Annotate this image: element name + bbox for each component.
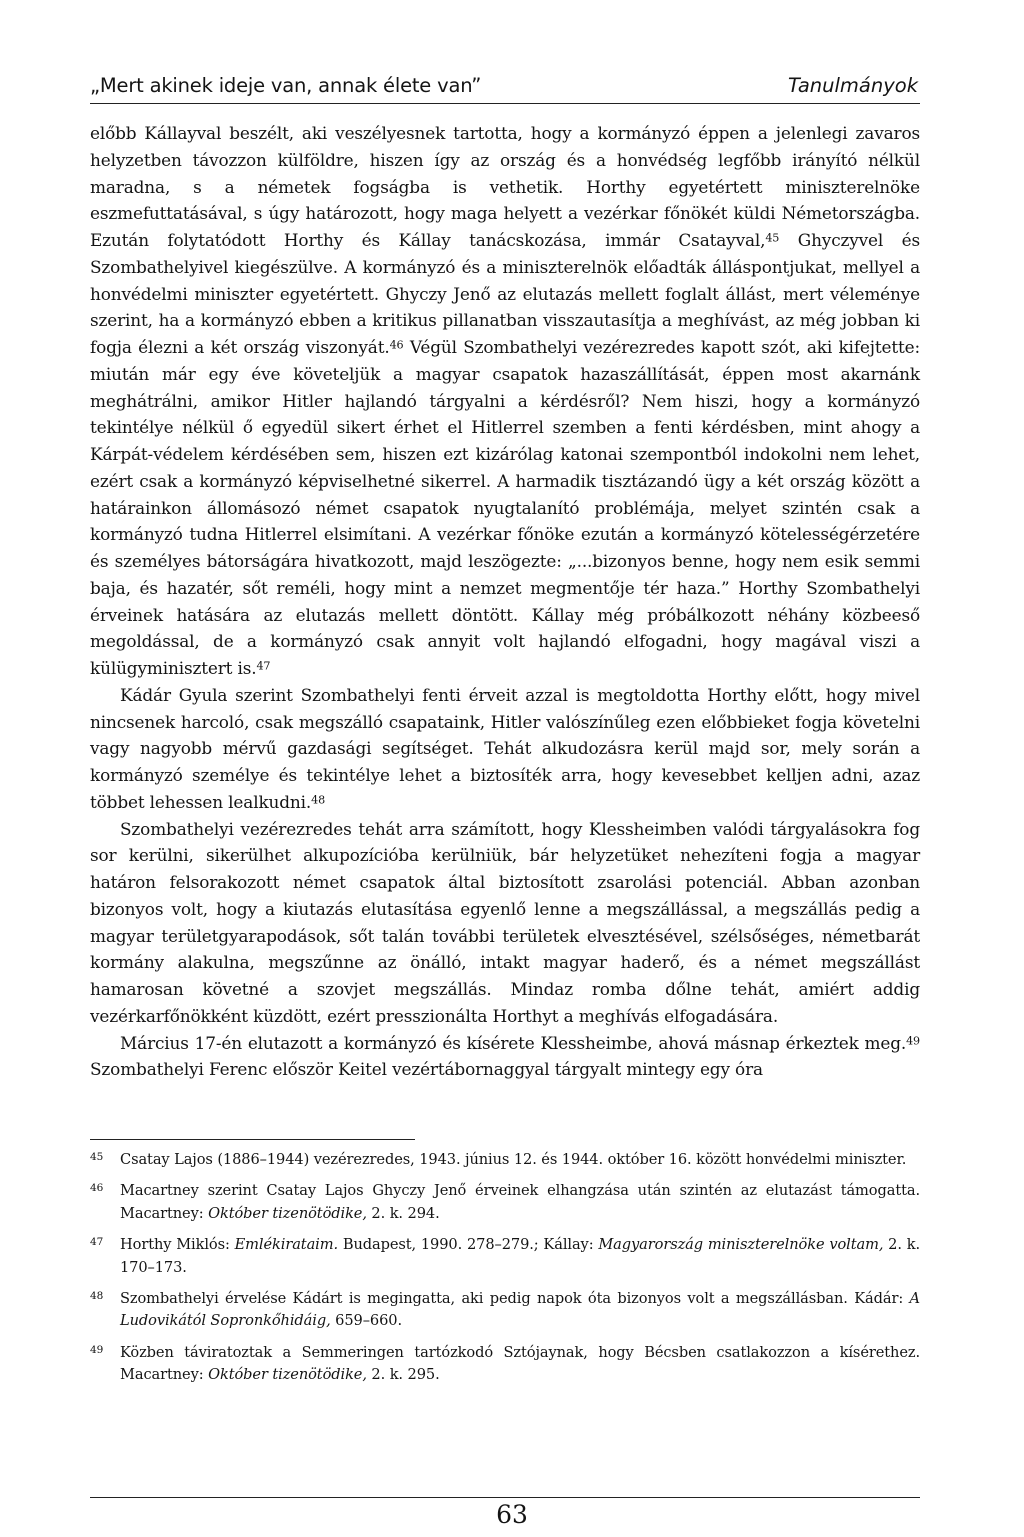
footnote-49: 49 Közben táviratoztak a Semmeringen tartózkodó Sztójaynak, hogy Bécsben csatlakozzon a kísérethez. Macartney: Október tizenötödike, 2. k. 295.: [90, 1343, 920, 1384]
paragraph-1: előbb Kállayval beszélt, aki veszélyesnek tartotta, hogy a kormányzó éppen a jelenlegi zavaros helyzetben távozzon külföldre, hiszen így az ország és a honvédség legfőbb irányító nélkül maradna, s a németek fogságba is vethetik. Horthy egyetértett miniszterelnöke eszmefuttatásával, s úgy határozott, hogy maga helyett a vezérkar főnökét küldi Németországba. Ezután folytatódott Horthy és Kállay tanácskozása, immár Csatayval,$^{45}$ Ghyczyvel és Szombathelyivel kiegészülve. A kormányzó és a miniszterelnök előadták álláspontjukat, mellyel a honvédelmi miniszter egyetértett. Ghyczy Jenő az elutazás mellett foglalt állást, mert véleménye szerint, ha a kormányzó ebben a kritikus pillanatban visszautasítja a meghívást, az még jobban ki fogja élezni a két ország viszonyát.$^{46}$ Végül Szombathelyi vezérezredes kapott szót, aki kifejtette: miután már egy éve követeljük a magyar csapatok hazaszállítását, éppen most akarnánk meghátrálni, amikor Hitler hajlandó tárgyalni a kérdésről? Nem hiszi, hogy a kormányzó tekintélye nélkül ő egyedül sikert érhet el Hitlerrel szemben a fenti kérdésben, mint ahogy a Kárpát-védelem kérdésében sem, hiszen ezt kizárólag katonai szempontból indokolni nem lehet, ezért csak a kormányzó képviselhetné sikerrel. A harmadik tisztázandó ügy a két ország között a határainkon állomásozó német csapatok nyugtalanító problémája, melyet szintén csak a kormányzó tudna Hitlerrel elsimítani. A vezérkar főnöke ezután a kormányzó kötelességérzetére és személyes bátorságára hivatkozott, majd leszögezte: „...bizonyos benne, hogy nem esik semmi baja, és hazatér, sőt reméli, hogy mint a nemzet megmentője tér haza.” Horthy Szombathelyi érveinek hatására az elutazás mellett döntött. Kállay még próbálkozott néhány közbeeső megoldással, de a kormányzó csak annyit volt hajlandó elfogadni, hogy magával viszi a külügyminisztert is.$^{47}$: [90, 123, 920, 678]
cited-title: Emlékirataim.: [234, 1236, 339, 1254]
paragraph-4: Március 17-én elutazott a kormányzó és kísérete Klessheimbe, ahová másnap érkeztek meg.$^{49}$ Szombathelyi Ferenc először Keitel vezértábornaggyal tárgyalt mintegy egy óra: [90, 1032, 920, 1080]
cited-title: Október tizenötödike,: [208, 1204, 367, 1222]
footnote-number: 45: [90, 1151, 104, 1163]
footnote-ref-46[interactable]: 46: [389, 338, 404, 352]
running-header: [90, 70, 920, 106]
footnote-separator: [90, 1139, 415, 1140]
footnote-ref-49[interactable]: 49: [906, 1033, 920, 1047]
footnote-number: 47: [90, 1236, 104, 1249]
footnote-45: 45 Csatay Lajos (1886–1944) vezérezredes, 1943. június 12. és 1944. október 16. között honvédelmi miniszter.: [90, 1151, 907, 1168]
footnote-number: 46: [90, 1182, 104, 1195]
footnote-ref-47[interactable]: 47: [256, 659, 271, 673]
chapter-title: „Mert akinek ideje van, annak élete van”: [90, 74, 482, 97]
footer-rule: [90, 1497, 920, 1498]
footnote-ref-48[interactable]: 48: [311, 793, 326, 807]
section-label: Tanulmányok: [787, 74, 918, 97]
footnote-number: 49: [90, 1343, 104, 1356]
cited-title: Magyarország miniszterelnöke voltam,: [598, 1236, 884, 1254]
page-number: 63: [496, 1500, 528, 1529]
paragraph-3: Szombathelyi vezérezredes tehát arra számított, hogy Klessheimben valódi tárgyalásokra fog sor kerülni, sikerülhet alkupozícióba kerülniük, bár helyzetüket nehezíteni fogja a magyar határon felsorakozott német csapatok által biztosított zsarolási potenciál. Abban azonban bizonyos volt, hogy a kiutazás elutasítása egyenlő lenne a megszállással, a megszállás pedig a magyar területgyarapodások, sőt talán további területek elvesztésével, szélsőséges, németbarát kormány alakulna, megszűnne az önálló, intakt magyar haderő, és a német megszállást hamarosan követné a szovjet megszállás. Mindaz romba dőlne tehát, amiért addig vezérkarfőnökként küzdött, ezért presszionálta Horthyt a meghívás elfogadására.: [90, 818, 920, 1026]
paragraph-2: Kádár Gyula szerint Szombathelyi fenti érveit azzal is megtoldotta Horthy előtt, hogy mivel nincsenek harcoló, csak megszálló csapataink, Hitler valószínűleg ezen előbbieket fogja követelni vagy nagyobb mérvű gazdasági segítséget. Tehát alkudozásra kerül majd sor, mely során a kormányzó személye és tekintélye lehet a biztosíték arra, hogy kevesebbet kelljen adni, azaz többet lehessen lealkudni.$^{48}$: [90, 684, 920, 812]
footnote-ref-45[interactable]: 45: [765, 231, 780, 245]
footnote-48: 48 Szombathelyi érvelése Kádárt is megingatta, aki pedig napok óta bizonyos volt a megszállásban. Kádár: A Ludovikától Sopronkőhidáig, 659–660.: [90, 1290, 920, 1330]
footnote-number: 48: [90, 1290, 104, 1303]
cited-title: Október tizenötödike,: [208, 1366, 367, 1384]
header-rule: [90, 103, 920, 104]
main-text: [90, 120, 920, 1083]
cited-title: A Ludovikától Sopronkőhidáig,: [120, 1290, 920, 1330]
footnotes: [90, 1149, 920, 1396]
footnote-47: 47 Horthy Miklós: Emlékirataim. Budapest, 1990. 278–279.; Kállay: Magyarország miniszterelnöke voltam, 2. k. 170–173.: [90, 1236, 920, 1276]
footnote-46: 46 Macartney szerint Csatay Lajos Ghyczy Jenő érveinek elhangzása után szintén az elutazást támogatta. Macartney: Október tizenötödike, 2. k. 294.: [90, 1182, 920, 1222]
